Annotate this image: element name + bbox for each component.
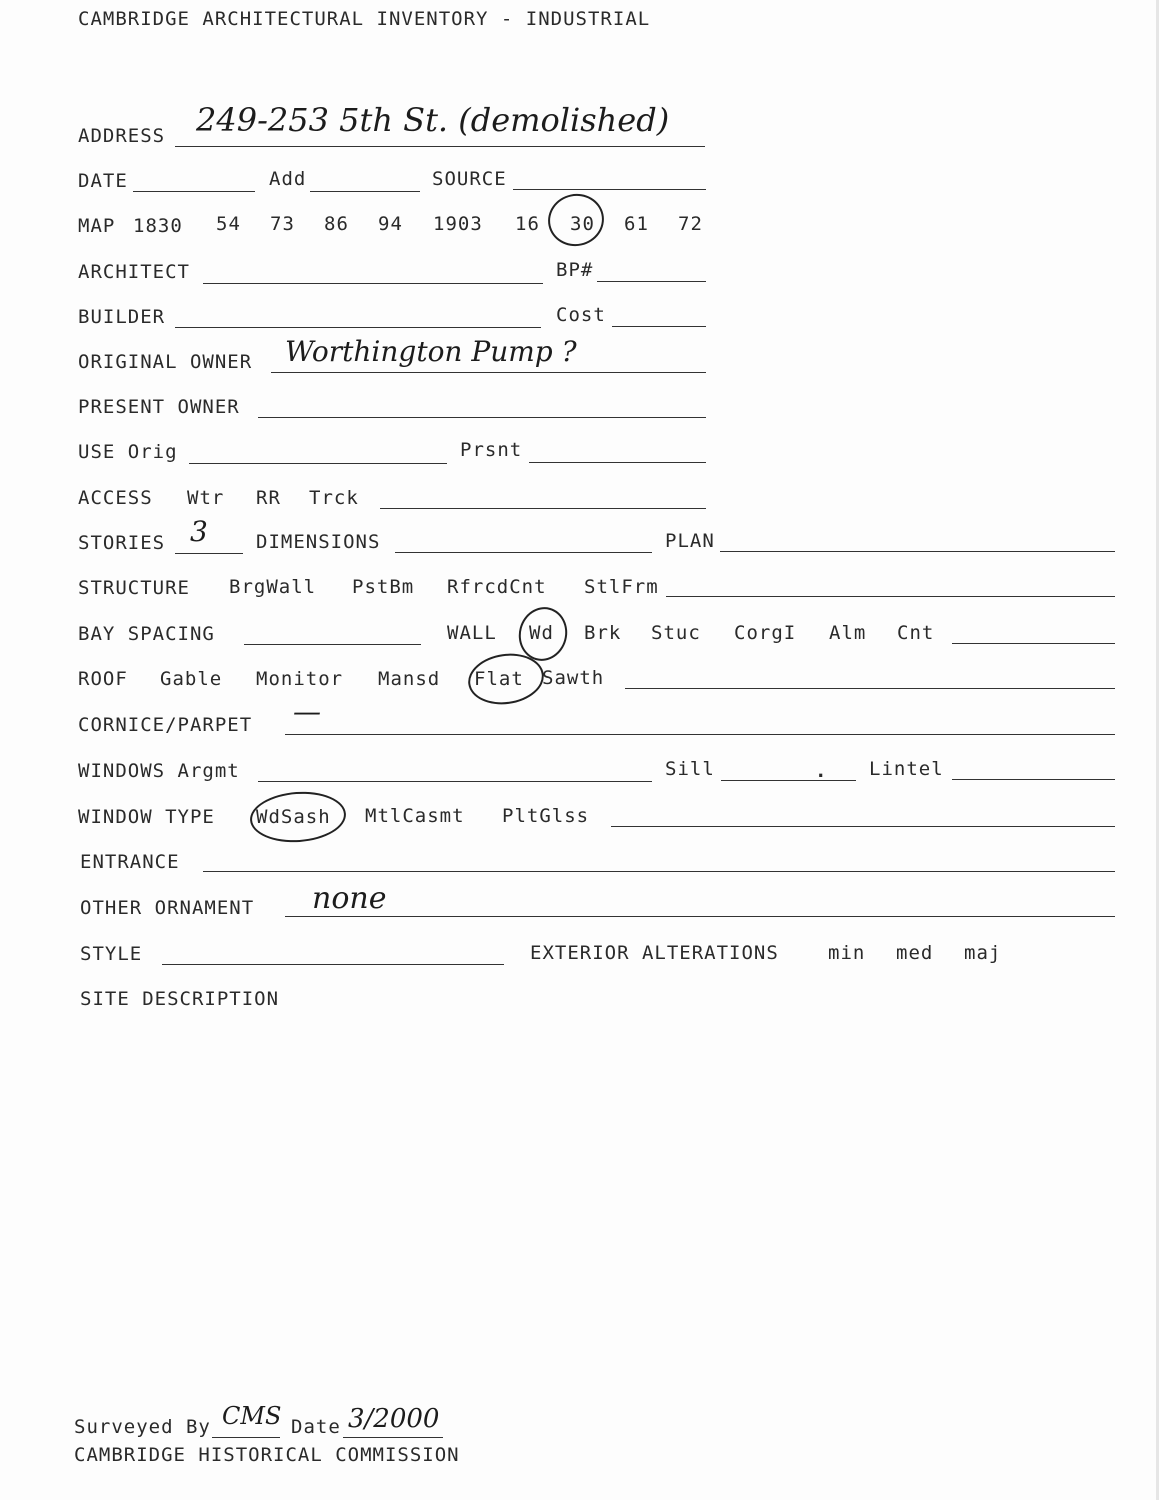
cornice-label: CORNICE/PARPET — [78, 714, 253, 736]
builder-line — [175, 327, 541, 328]
access-option-wtr: Wtr — [187, 487, 225, 509]
windows-line — [258, 781, 652, 782]
wall-option-stuc: Stuc — [651, 622, 701, 644]
surveyed-by-line — [212, 1437, 280, 1438]
exterior-alterations-label: EXTERIOR ALTERATIONS — [530, 942, 779, 964]
wall-option-alm: Alm — [829, 622, 867, 644]
cornice-line — [285, 734, 1115, 735]
site-description-label: SITE DESCRIPTION — [80, 988, 280, 1010]
use-present-label: Prsnt — [460, 439, 523, 461]
sill-label: Sill — [665, 758, 715, 780]
builder-label: BUILDER — [78, 306, 166, 328]
roof-option-flat: Flat — [474, 668, 524, 690]
window-type-option-pltglss: PltGlss — [502, 805, 590, 827]
wall-line — [952, 643, 1115, 644]
wall-label: WALL — [447, 622, 497, 644]
access-option-trck: Trck — [309, 487, 359, 509]
survey-date-label: Date — [291, 1416, 341, 1438]
architect-line — [203, 283, 543, 284]
access-option-rr: RR — [256, 487, 281, 509]
map-year: 94 — [378, 213, 403, 235]
map-year: 16 — [515, 213, 540, 235]
bay-spacing-label: BAY SPACING — [78, 623, 215, 645]
entrance-label: ENTRANCE — [80, 851, 180, 873]
cornice-value: — — [293, 695, 321, 728]
map-year: 1903 — [433, 213, 483, 235]
exterior-alterations-option-min: min — [828, 942, 866, 964]
date-label: DATE — [78, 170, 128, 192]
other-ornament-label: OTHER ORNAMENT — [80, 897, 255, 919]
map-year: 72 — [678, 213, 703, 235]
surveyed-by-value: CMS — [222, 1402, 282, 1430]
wall-option-corgi: CorgI — [734, 622, 797, 644]
roof-option-gable: Gable — [160, 668, 223, 690]
wall-option-wd: Wd — [529, 622, 554, 644]
form-title: CAMBRIDGE ARCHITECTURAL INVENTORY - INDUSTRIAL — [78, 8, 651, 30]
present-owner-line — [258, 417, 706, 418]
map-year: 30 — [570, 213, 595, 235]
add-label: Add — [269, 168, 307, 190]
roof-line — [625, 688, 1115, 689]
survey-date-line — [343, 1437, 443, 1438]
map-year: 86 — [324, 213, 349, 235]
roof-option-mansd: Mansd — [378, 668, 441, 690]
address-label: ADDRESS — [78, 125, 166, 147]
map-year: 61 — [624, 213, 649, 235]
original-owner-line — [271, 372, 706, 373]
plan-label: PLAN — [665, 530, 715, 552]
stories-label: STORIES — [78, 532, 166, 554]
roof-label: ROOF — [78, 668, 128, 690]
wall-option-brk: Brk — [584, 622, 622, 644]
stories-value: 3 — [190, 515, 208, 548]
original-owner-value: Worthington Pump ? — [285, 335, 577, 368]
style-line — [162, 964, 504, 965]
window-type-option-wdsash: WdSash — [256, 806, 331, 828]
windows-label: WINDOWS Argmt — [78, 760, 240, 782]
use-present-line — [529, 462, 706, 463]
structure-option-rfrcdcnt: RfrcdCnt — [447, 576, 547, 598]
date-line — [133, 191, 255, 192]
structure-label: STRUCTURE — [78, 577, 190, 599]
dimensions-label: DIMENSIONS — [256, 531, 381, 553]
present-owner-label: PRESENT OWNER — [78, 396, 240, 418]
cost-line — [612, 326, 706, 327]
roof-option-sawth: Sawth — [542, 667, 605, 689]
other-ornament-line — [285, 916, 1115, 917]
lintel-label: Lintel — [869, 758, 944, 780]
window-type-wdsash-circle-mark — [248, 789, 347, 846]
structure-line — [666, 596, 1115, 597]
exterior-alterations-option-maj: maj — [964, 942, 1002, 964]
source-line — [513, 189, 706, 190]
wall-option-cnt: Cnt — [897, 622, 935, 644]
style-label: STYLE — [80, 943, 143, 965]
cost-label: Cost — [556, 304, 606, 326]
roof-option-monitor: Monitor — [256, 668, 344, 690]
address-line — [175, 146, 705, 147]
surveyed-by-label: Surveyed By — [74, 1416, 211, 1438]
source-label: SOURCE — [432, 168, 507, 190]
window-type-option-mtlcasmt: MtlCasmt — [365, 805, 465, 827]
map-year: 1830 — [133, 215, 183, 237]
bp-label: BP# — [556, 259, 594, 281]
access-label: ACCESS — [78, 487, 153, 509]
bay-spacing-line — [244, 644, 421, 645]
address-value: 249-253 5th St. (demolished) — [196, 101, 670, 139]
access-line — [380, 508, 706, 509]
entrance-line — [203, 871, 1115, 872]
structure-option-pstbm: PstBm — [352, 576, 415, 598]
bp-line — [597, 281, 706, 282]
sill-mark: . — [815, 760, 828, 782]
window-type-line — [611, 826, 1115, 827]
add-line — [310, 191, 420, 192]
structure-option-brgwall: BrgWall — [229, 576, 317, 598]
map-year: 54 — [216, 213, 241, 235]
stories-line — [175, 553, 243, 554]
commission-name: CAMBRIDGE HISTORICAL COMMISSION — [74, 1444, 460, 1466]
structure-option-stlfrm: StlFrm — [584, 576, 659, 598]
map-30-circle-mark — [543, 189, 609, 252]
map-year: 73 — [270, 213, 295, 235]
plan-line — [720, 551, 1115, 552]
lintel-line — [952, 779, 1115, 780]
use-orig-label: USE Orig — [78, 441, 178, 463]
architect-label: ARCHITECT — [78, 261, 190, 283]
dimensions-line — [395, 552, 652, 553]
use-orig-line — [189, 463, 447, 464]
map-label: MAP — [78, 215, 116, 237]
exterior-alterations-option-med: med — [896, 942, 934, 964]
sill-line — [721, 780, 856, 781]
original-owner-label: ORIGINAL OWNER — [78, 351, 253, 373]
survey-date-value: 3/2000 — [348, 1404, 440, 1434]
other-ornament-value: none — [312, 881, 387, 916]
window-type-label: WINDOW TYPE — [78, 806, 215, 828]
